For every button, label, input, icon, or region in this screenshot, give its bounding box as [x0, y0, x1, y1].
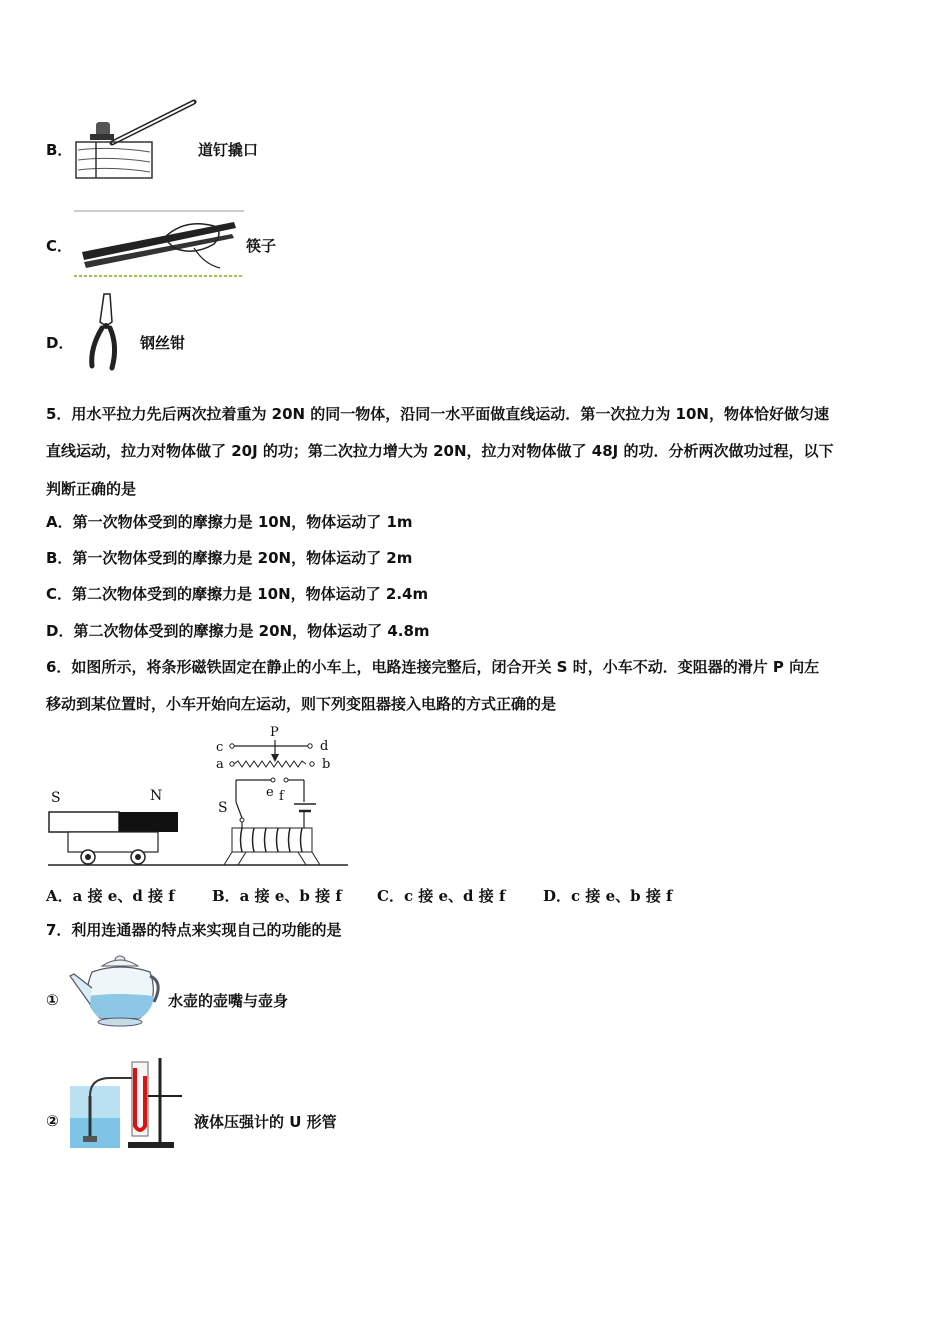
- q6-stem-line1: 6．如图所示，将条形磁铁固定在静止的小车上，电路连接完整后，闭合开关 S 时，小车不动．变阻器的滑片 P 向左: [46, 658, 820, 676]
- bar-magnet-n-half: [119, 812, 178, 832]
- q7-item2-caption: 液体压强计的 U 形管: [194, 1113, 337, 1131]
- q5-option-d: D．第二次物体受到的摩擦力是 20N，物体运动了 4.8m: [46, 622, 430, 640]
- q6-option-c: C．c 接 e、d 接 f: [377, 887, 506, 905]
- terminal-d-label: d: [320, 739, 329, 754]
- crowbar-image: [72, 98, 202, 186]
- magnet-n-label: N: [150, 788, 163, 804]
- cart-body: [68, 832, 158, 852]
- q5-option-a: A．第一次物体受到的摩擦力是 10N，物体运动了 1m: [46, 513, 413, 531]
- option-c-letter: C．: [46, 237, 73, 255]
- q7-item2-marker: ②: [46, 1112, 59, 1130]
- switch-s: [236, 802, 242, 818]
- q6-circuit-figure: [46, 724, 356, 870]
- switch-s-label: S: [218, 800, 228, 816]
- option-d-caption: 钢丝钳: [140, 334, 186, 352]
- slider-p-label: P: [270, 725, 279, 740]
- pliers-image: [86, 292, 126, 370]
- q5-option-c: C．第二次物体受到的摩擦力是 10N，物体运动了 2.4m: [46, 585, 429, 603]
- q5-stem-line2: 直线运动，拉力对物体做了 20J 的功；第二次拉力增大为 20N，拉力对物体做了 48J 的功．分析两次做功过程，以下: [46, 442, 834, 460]
- bar-magnet-s-half: [49, 812, 119, 832]
- q5-stem-line1: 5．用水平拉力先后两次拉着重为 20N 的同一物体，沿同一水平面做直线运动．第一次拉力为 10N，物体恰好做匀速: [46, 405, 829, 423]
- q5-option-b: B．第一次物体受到的摩擦力是 20N，物体运动了 2m: [46, 549, 413, 567]
- q6-stem-line2: 移动到某位置时，小车开始向左运动，则下列变阻器接入电路的方式正确的是: [46, 695, 557, 713]
- chopsticks-image: [74, 208, 246, 280]
- q7-item1-marker: ①: [46, 991, 59, 1009]
- pressure-gauge-image: [70, 1056, 188, 1150]
- resistance-coil: [234, 761, 306, 767]
- q7-stem: 7．利用连通器的特点来实现自己的功能的是: [46, 921, 342, 939]
- terminal-f-label: f: [279, 789, 284, 804]
- q6-option-b: B．a 接 e、b 接 f: [212, 887, 342, 905]
- terminal-e-label: e: [266, 785, 274, 800]
- q6-option-a: A．a 接 e、d 接 f: [46, 887, 175, 905]
- terminal-a-label: a: [216, 757, 224, 772]
- q7-item1-caption: 水壶的壶嘴与壶身: [168, 992, 289, 1010]
- option-c-caption: 筷子: [246, 237, 277, 255]
- teapot-image: [68, 952, 164, 1032]
- option-b-caption: 道钉撬口: [198, 141, 259, 159]
- terminal-c-label: c: [216, 740, 224, 755]
- q6-option-d: D．c 接 e、b 接 f: [543, 887, 673, 905]
- terminal-b-label: b: [322, 757, 331, 772]
- q5-stem-line3: 判断正确的是: [46, 480, 137, 498]
- option-d-letter: D．: [46, 334, 74, 352]
- solenoid-coil: [241, 828, 303, 852]
- magnet-s-label: S: [51, 790, 61, 806]
- option-b-letter: B．: [46, 141, 73, 159]
